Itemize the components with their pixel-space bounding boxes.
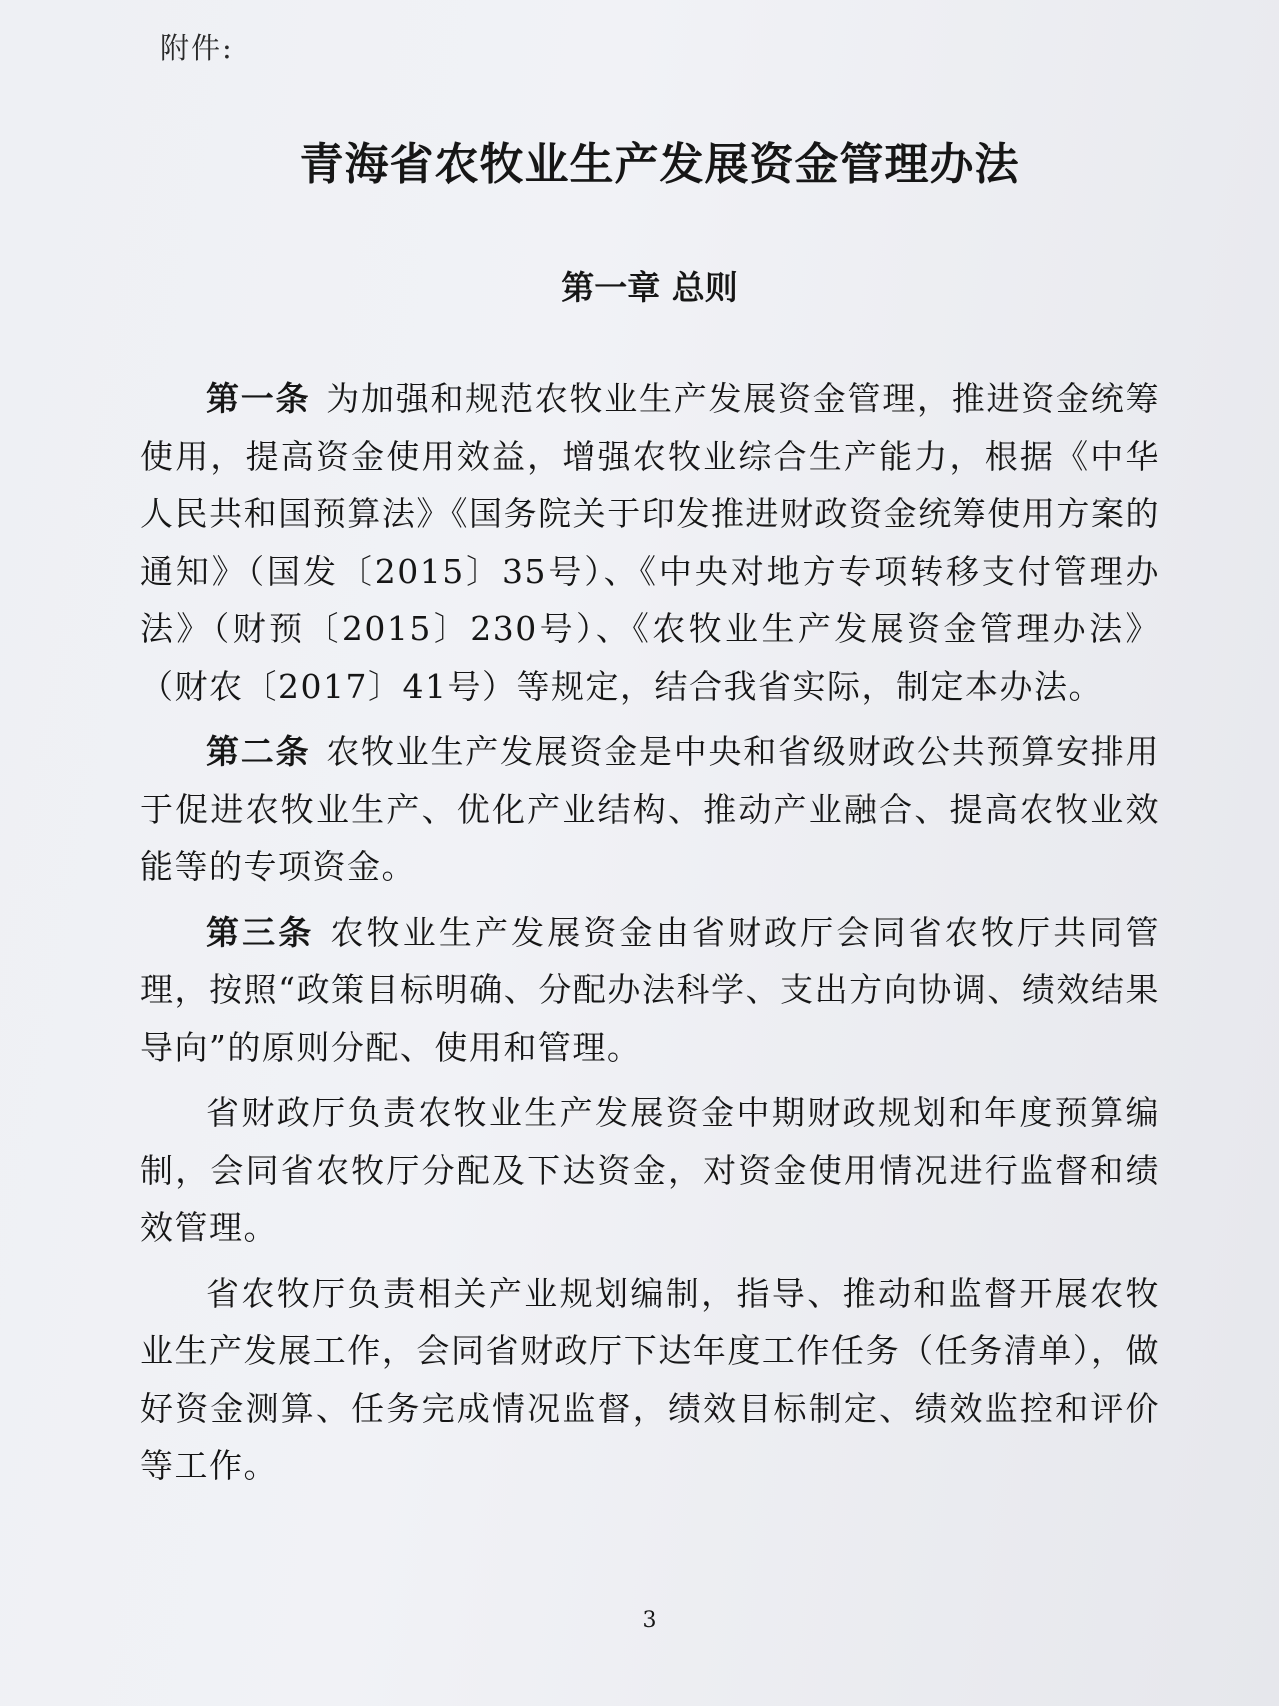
article-text: 农牧业生产发展资金由省财政厅会同省农牧厅共同管理，按照“政策目标明确、分配办法科学、支出方向协调、绩效结果导向”的原则分配、使用和管理。 [140,912,1161,1067]
body-paragraph [140,1084,1160,1257]
article-text: 为加强和规范农牧业生产发展资金管理，推进资金统筹使用，提高资金使用效益，增强农牧业综合生产能力，根据《中华人民共和国预算法》《国务院关于印发推进财政资金统筹使用方案的通知》（国发〔2015〕35号）、《中央对地方专项转移支付管理办法》（财预〔2015〕230号）、《农牧业生产发展资金管理办法》（财农〔2017〕41号）等规定，结合我省实际，制定本办法。 [140,379,1160,706]
article-text: 农牧业生产发展资金是中央和省级财政公共预算安排用于促进农牧业生产、优化产业结构、推动产业融合、提高农牧业效能等的专项资金。 [140,732,1160,886]
chapter-heading: 第一章 总则 [561,268,738,307]
document-body [140,370,1160,1503]
paragraph-text: 省财政厅负责农牧业生产发展资金中期财政规划和年度预算编制，会同省农牧厅分配及下达资金，对资金使用情况进行监督和绩效管理。 [140,1093,1160,1247]
body-paragraph [140,1265,1160,1495]
document-title: 青海省农牧业生产发展资金管理办法 [299,139,1020,190]
paragraph-text: 省农牧厅负责相关产业规划编制，指导、推动和监督开展农牧业生产发展工作，会同省财政厅下达年度工作任务（任务清单），做好资金测算、任务完成情况监督，绩效目标制定、绩效监控和评价等工作。 [140,1273,1160,1485]
page-number: 3 [642,1608,657,1633]
attachment-label: 附件: [160,31,234,65]
article-paragraph [140,904,1160,1077]
article-paragraph [140,370,1160,715]
article-paragraph [140,723,1160,896]
article-label: 第一条 [206,379,311,418]
article-label: 第二条 [206,732,311,771]
article-label: 第三条 [206,912,315,952]
